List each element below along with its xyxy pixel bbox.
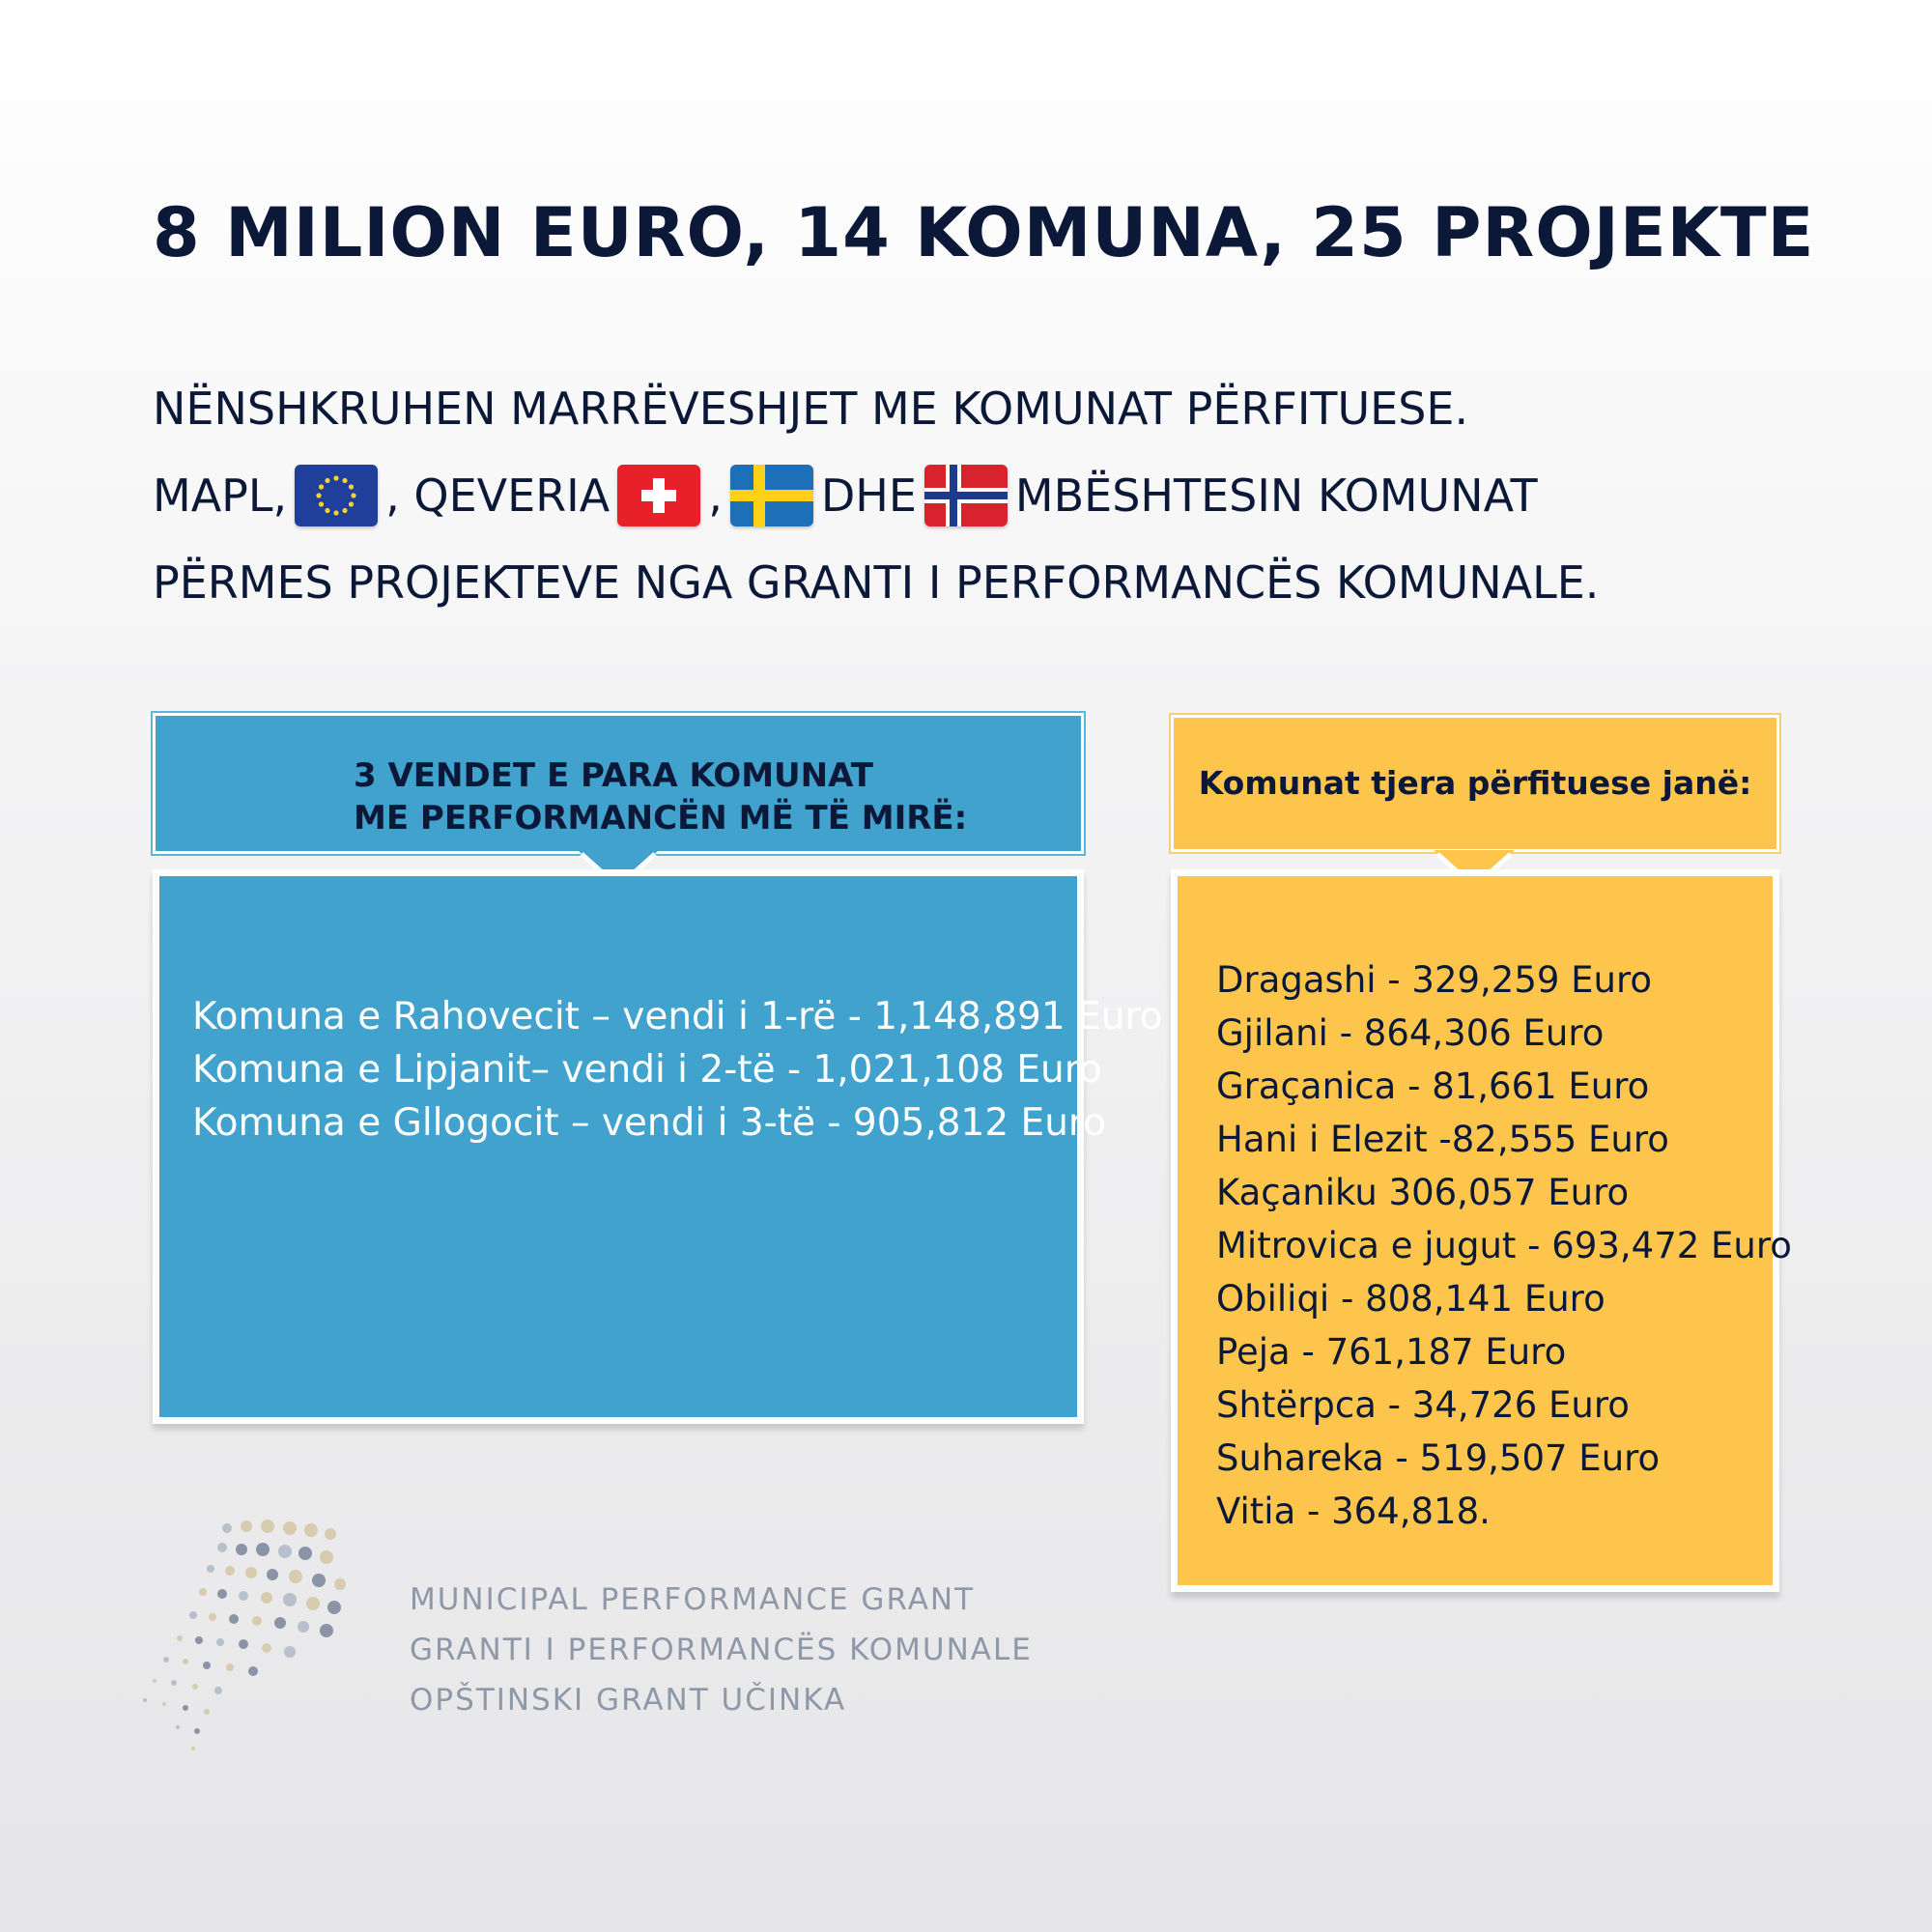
list-item: Suhareka - 519,507 Euro — [1216, 1437, 1661, 1479]
sweden-flag-icon — [730, 465, 813, 526]
top-performers-heading-line2: ME PERFORMANCËN MË TË MIRË: — [354, 799, 968, 838]
intro-comma: , — [708, 469, 723, 522]
list-item: Komuna e Lipjanit– vendi i 2-të - 1,021,108 Euro — [192, 1048, 1102, 1092]
logo-line-albanian: GRANTI I PERFORMANCËS KOMUNALE — [410, 1633, 1033, 1667]
list-item: Dragashi - 329,259 Euro — [1216, 959, 1653, 1001]
intro-dhe: DHE — [820, 469, 917, 522]
list-item: Vitia - 364,818. — [1216, 1491, 1491, 1532]
logo-text — [410, 1575, 1033, 1725]
intro-line-3: PËRMES PROJEKTEVE NGA GRANTI I PERFORMANCËS KOMUNALE. — [153, 556, 1600, 609]
list-item: Hani i Elezit -82,555 Euro — [1216, 1119, 1669, 1160]
intro-mbeshtesin: MBËSHTESIN KOMUNAT — [1014, 469, 1538, 522]
top-performers-heading — [354, 754, 967, 839]
top-performers-list — [192, 990, 1162, 1150]
intro-mapl: MAPL, — [153, 469, 288, 522]
norway-flag-icon — [924, 465, 1008, 526]
list-item: Mitrovica e jugut - 693,472 Euro — [1216, 1225, 1792, 1266]
top-performers-heading-line1: 3 VENDET E PARA KOMUNAT — [354, 756, 873, 795]
logo-line-english: MUNICIPAL PERFORMANCE GRANT — [410, 1582, 976, 1617]
list-item: Graçanica - 81,661 Euro — [1216, 1065, 1650, 1107]
intro-line-2 — [153, 452, 1853, 539]
intro-line-1: NËNSHKRUHEN MARRËVESHJET ME KOMUNAT PËRFITUESE. — [153, 383, 1469, 435]
other-municipalities-list — [1216, 953, 1792, 1538]
other-municipalities-header — [1171, 715, 1779, 852]
list-item: Kaçaniku 306,057 Euro — [1216, 1172, 1630, 1213]
logo-line-serbian: OPŠTINSKI GRANT UČINKA — [410, 1683, 847, 1718]
top-performers-header — [153, 713, 1084, 854]
list-item: Shtërpca - 34,726 Euro — [1216, 1384, 1630, 1426]
intro-qeveria: , QEVERIA — [385, 469, 611, 522]
other-municipalities-panel — [1171, 869, 1792, 1592]
list-item: Komuna e Rahovecit – vendi i 1-rë - 1,148,891 Euro — [192, 995, 1163, 1038]
switzerland-flag-icon — [617, 465, 700, 526]
eu-flag-icon — [295, 465, 378, 526]
list-item: Obiliqi - 808,141 Euro — [1216, 1278, 1605, 1320]
page-title: 8 MILION EURO, 14 KOMUNA, 25 PROJEKTE — [153, 193, 1815, 272]
intro-text — [153, 365, 1853, 626]
list-item: Peja - 761,187 Euro — [1216, 1331, 1567, 1373]
dots-logo-icon — [126, 1507, 377, 1758]
top-performers-panel — [153, 869, 1163, 1424]
other-municipalities-heading: Komunat tjera përfituese janë: — [1198, 764, 1752, 802]
mpg-logo — [126, 1507, 1101, 1758]
list-item: Komuna e Gllogocit – vendi i 3-të - 905,812 Euro — [192, 1101, 1106, 1145]
list-item: Gjilani - 864,306 Euro — [1216, 1012, 1605, 1054]
